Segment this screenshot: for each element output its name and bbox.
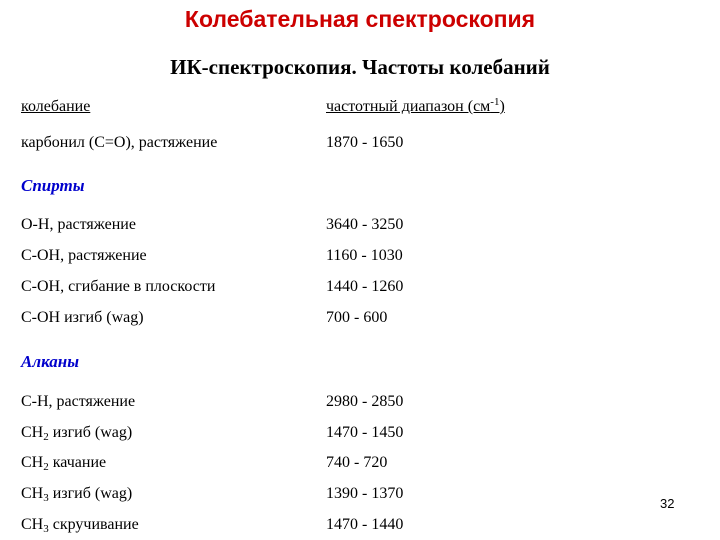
vibration-label: $CH_3$ скручивание (21, 516, 139, 535)
frequency-range: 1440 - 1260 (326, 278, 404, 295)
vibration-label: $CH_3$ изгиб (wag) (21, 485, 133, 504)
header-frequency-range: частотный диапазон $(см^{-1})$ (326, 96, 505, 115)
vibration-label: $CH_2$ изгиб (wag) (21, 424, 133, 443)
vibration-label: C-OH изгиб (wag) (21, 309, 144, 326)
frequency-range: 1470 - 1450 (326, 424, 404, 441)
vibration-label: O-H, растяжение (21, 216, 136, 233)
slide-subtitle: ИК-спектроскопия. Частоты колебаний (170, 55, 550, 79)
frequency-range: 2980 - 2850 (326, 393, 404, 410)
frequency-range: 1160 - 1030 (326, 247, 403, 264)
vibration-label: C-OH, сгибание в плоскости (21, 278, 216, 295)
frequency-range: 1870 - 1650 (326, 134, 404, 151)
frequency-range: 740 - 720 (326, 454, 388, 471)
vibration-label: карбонил (C=O), растяжение (21, 134, 218, 151)
vibration-label: $CH_2$ качание (21, 454, 107, 473)
vibration-label: C-OH, растяжение (21, 247, 147, 264)
frequency-range: 700 - 600 (326, 309, 388, 326)
frequency-range: 3640 - 3250 (326, 216, 404, 233)
section-title-alkanes: Алканы (21, 352, 79, 371)
section-title-alcohols: Спирты (21, 176, 85, 195)
frequency-range: 1470 - 1440 (326, 516, 404, 533)
page-number: 32 (660, 496, 675, 511)
header-vibration: колебание (21, 98, 91, 115)
frequency-range: 1390 - 1370 (326, 485, 404, 502)
vibration-label: C-H, растяжение (21, 393, 136, 410)
slide-title: Колебательная спектроскопия (184, 6, 536, 32)
